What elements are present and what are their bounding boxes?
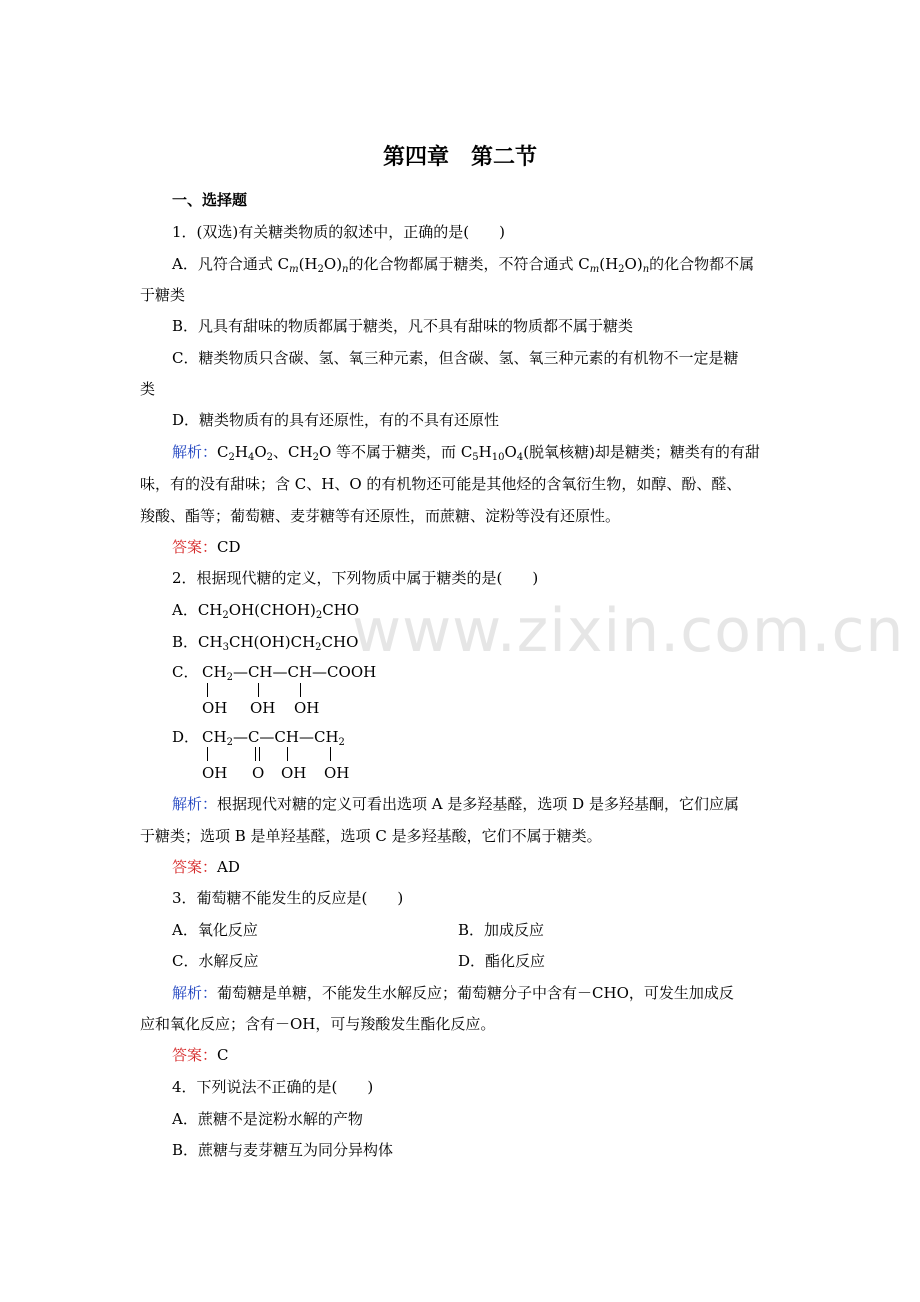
q2-option-c-formula: $CH_2—CH—CH—COOH$ (202, 663, 377, 683)
q3-option-c: C．水解反应 (172, 952, 259, 970)
oh-group: OH (281, 764, 307, 782)
q1-analysis-line2: 味，有的没有甜味；含 C、H、O 的有机物还可能是其他烃的含氧衍生物，如醇、酚、醛、 (140, 475, 742, 493)
bond-line (207, 683, 208, 697)
q2-analysis-line1: 解析：根据现代对糖的定义可看出选项 A 是多羟基醛，选项 D 是多羟基酮，它们应属 (172, 795, 739, 813)
q2-analysis-line2: 于糖类；选项 B 是单羟基醛，选项 C 是多羟基酸，它们不属于糖类。 (140, 827, 602, 845)
q1-analysis-line3: 羧酸、酯等；葡萄糖、麦芽糖等有还原性，而蔗糖、淀粉等没有还原性。 (140, 507, 621, 525)
q1-option-b: B．凡具有甜味的物质都属于糖类，凡不具有甜味的物质都不属于糖类 (172, 317, 634, 335)
oh-group: OH (324, 764, 350, 782)
q3-analysis-line1: 解析：葡萄糖是单糖，不能发生水解反应；葡萄糖分子中含有－CHO，可发生加成反 (172, 984, 734, 1002)
q1-analysis-line1: 解析：$C_2H_4O_2$、$CH_2O$ 等不属于糖类，而 $C_5H_{10}O_4$(脱氧核糖)却是糖类；糖类有的有甜 (172, 443, 760, 463)
double-bond-line (255, 747, 256, 761)
q1-stem: 1．(双选)有关糖类物质的叙述中，正确的是( ) (172, 223, 505, 241)
q1-option-c: C．糖类物质只含碳、氢、氧三种元素，但含碳、氢、氧三种元素的有机物不一定是糖 (172, 349, 739, 367)
answer-label: 答案： (172, 1046, 218, 1064)
oh-group: OH (250, 699, 276, 717)
q3-stem: 3．葡萄糖不能发生的反应是( ) (172, 889, 404, 907)
bond-line (207, 747, 208, 761)
q2-answer: 答案：AD (172, 858, 240, 876)
page-title: 第四章 第二节 (382, 145, 537, 170)
q3-answer: 答案：C (172, 1046, 229, 1064)
oh-group: OH (202, 699, 228, 717)
analysis-label: 解析： (172, 795, 218, 813)
q2-option-d-label: D． (172, 728, 200, 746)
oh-group: OH (202, 764, 228, 782)
bond-line (287, 747, 288, 761)
double-bond-line (259, 747, 260, 761)
q4-stem: 4．下列说法不正确的是( ) (172, 1078, 374, 1096)
q2-option-d-formula: $CH_2—C—CH—CH_2$ (202, 728, 345, 748)
q1-option-c-cont: 类 (140, 380, 156, 398)
q3-option-d: D．酯化反应 (458, 952, 546, 970)
analysis-label: 解析： (172, 443, 218, 461)
q2-option-a: A．$CH_2OH(CHOH)_2CHO$ (172, 601, 360, 621)
q1-option-a: A．凡符合通式 $C_m(H_2O)_n$的化合物都属于糖类，不符合通式 $C_m(H_2O)_n$的化合物都不属 (172, 255, 755, 275)
section-heading: 一、选择题 (172, 191, 248, 209)
q4-option-a: A．蔗糖不是淀粉水解的产物 (172, 1110, 363, 1128)
answer-label: 答案： (172, 858, 218, 876)
q4-option-b: B．蔗糖与麦芽糖互为同分异构体 (172, 1141, 394, 1159)
bond-line (258, 683, 259, 697)
bond-line (330, 747, 331, 761)
q3-option-a: A．氧化反应 (172, 921, 258, 939)
q2-stem: 2．根据现代糖的定义，下列物质中属于糖类的是( ) (172, 569, 539, 587)
bond-line (300, 683, 301, 697)
q1-answer: 答案：CD (172, 538, 241, 556)
o-atom: O (252, 764, 265, 782)
answer-label: 答案： (172, 538, 218, 556)
q2-option-b: B．$CH_3CH(OH)CH_2CHO$ (172, 633, 359, 653)
q1-option-d: D．糖类物质有的具有还原性，有的不具有还原性 (172, 411, 500, 429)
q2-option-c-label: C． (172, 663, 199, 681)
q1-option-a-cont: 于糖类 (140, 286, 186, 304)
oh-group: OH (294, 699, 320, 717)
watermark: www.zixin.com.cn (352, 596, 905, 666)
q3-option-b: B．加成反应 (458, 921, 545, 939)
analysis-label: 解析： (172, 984, 218, 1002)
q3-analysis-line2: 应和氧化反应；含有－OH，可与羧酸发生酯化反应。 (140, 1015, 496, 1033)
